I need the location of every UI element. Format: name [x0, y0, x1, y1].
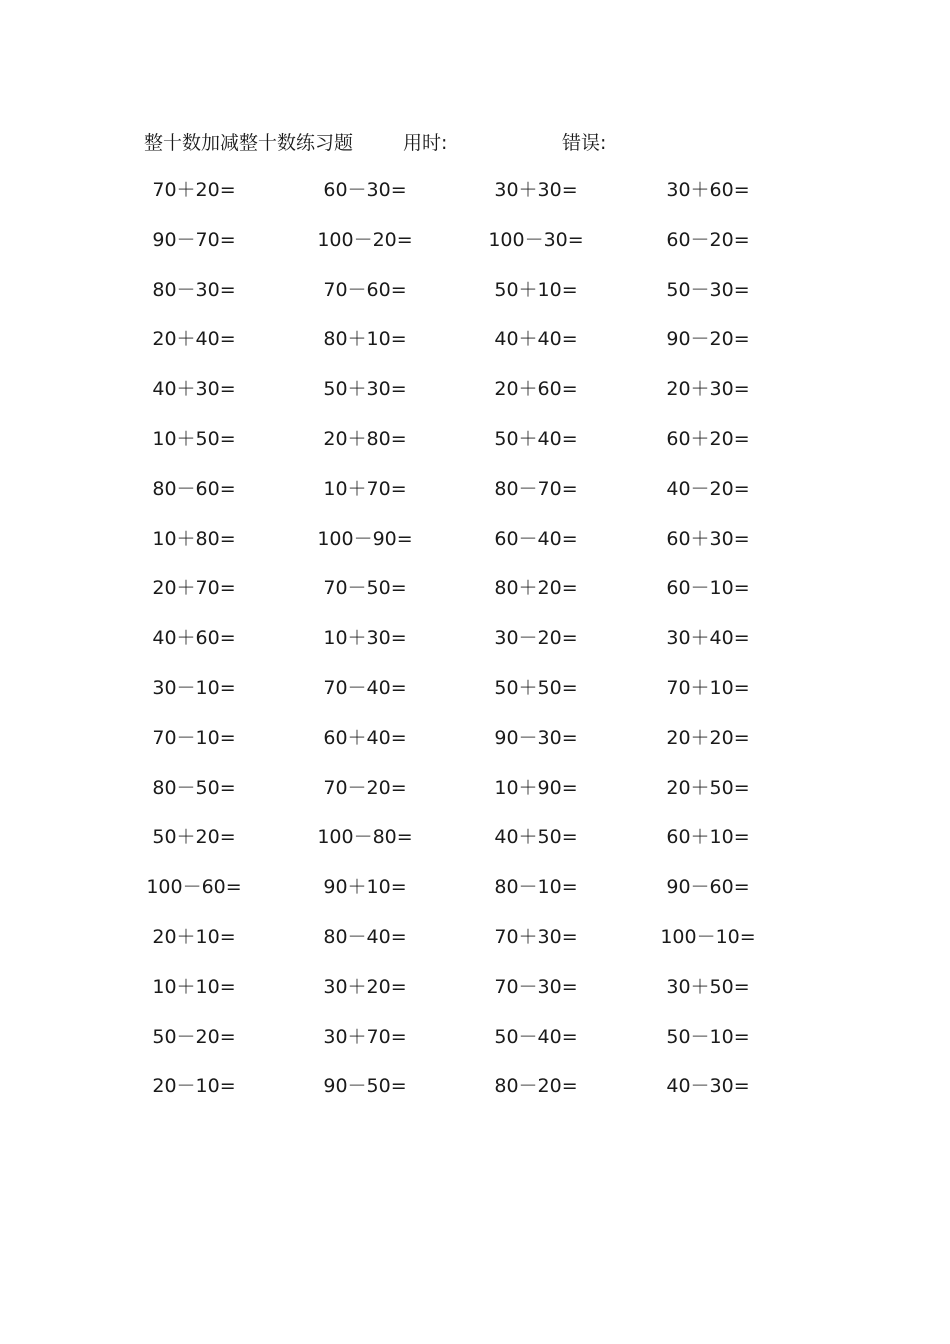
problem-item: 90－60=	[666, 876, 750, 899]
problem-item: 70＋20=	[152, 179, 236, 201]
problem-item: 80－70=	[494, 477, 578, 500]
problem-item: 30＋20=	[323, 975, 407, 998]
problem-item: 30＋30=	[494, 179, 578, 201]
problem-row	[0, 1066, 950, 1116]
problem-item: 60＋30=	[666, 527, 750, 550]
problem-item: 60－10=	[666, 577, 750, 600]
problem-item: 30－10=	[152, 676, 236, 699]
problem-item: 90－20=	[666, 328, 750, 351]
problem-row	[0, 519, 950, 569]
worksheet-header	[0, 128, 950, 156]
problem-row	[0, 469, 950, 519]
problem-item: 90－70=	[152, 228, 236, 251]
problem-item: 70－50=	[323, 577, 407, 600]
problem-item: 80＋10=	[323, 328, 407, 351]
problem-item: 80－10=	[494, 876, 578, 899]
error-count-label: 错误:	[562, 132, 607, 154]
problem-item: 20＋50=	[666, 776, 750, 799]
problem-item: 70＋10=	[666, 676, 750, 699]
problem-row	[0, 817, 950, 867]
problem-item: 60－30=	[323, 179, 407, 201]
problem-item: 20＋80=	[323, 427, 407, 450]
problem-item: 10＋10=	[152, 975, 236, 998]
problem-item: 90－50=	[323, 1075, 407, 1098]
problem-row	[0, 768, 950, 818]
problem-item: 60＋10=	[666, 826, 750, 849]
problem-row	[0, 668, 950, 718]
problem-item: 20＋20=	[666, 726, 750, 749]
problem-item: 70－60=	[323, 278, 407, 301]
worksheet-title: 整十数加减整十数练习题	[144, 132, 354, 154]
problem-row	[0, 419, 950, 469]
problem-item: 90－30=	[494, 726, 578, 749]
problem-row	[0, 270, 950, 320]
problem-item: 100－60=	[146, 876, 242, 899]
problem-item: 70－30=	[494, 975, 578, 998]
problem-item: 30＋70=	[323, 1025, 407, 1048]
problem-item: 80－50=	[152, 776, 236, 799]
problem-item: 70－40=	[323, 676, 407, 699]
problem-row	[0, 967, 950, 1017]
problem-item: 10＋50=	[152, 427, 236, 450]
problem-item: 30＋60=	[666, 179, 750, 201]
problem-row	[0, 568, 950, 618]
problem-item: 40＋60=	[152, 627, 236, 650]
problem-item: 10＋80=	[152, 527, 236, 550]
problem-item: 90＋10=	[323, 876, 407, 899]
problem-row	[0, 917, 950, 967]
problem-item: 100－10=	[660, 925, 756, 948]
problem-item: 40－20=	[666, 477, 750, 500]
problem-item: 70＋30=	[494, 925, 578, 948]
problem-item: 40＋30=	[152, 378, 236, 401]
problem-item: 100－20=	[317, 228, 413, 251]
problem-item: 80－30=	[152, 278, 236, 301]
problem-item: 20＋10=	[152, 925, 236, 948]
problem-item: 10＋30=	[323, 627, 407, 650]
problem-item: 100－90=	[317, 527, 413, 550]
time-used-label: 用时:	[403, 132, 448, 154]
problem-item: 100－80=	[317, 826, 413, 849]
problem-item: 50＋10=	[494, 278, 578, 301]
problem-item: 80－20=	[494, 1075, 578, 1098]
problem-row	[0, 220, 950, 270]
problem-row	[0, 369, 950, 419]
problem-item: 80－60=	[152, 477, 236, 500]
problem-item: 20＋60=	[494, 378, 578, 401]
problem-item: 60＋20=	[666, 427, 750, 450]
problem-item: 50－20=	[152, 1025, 236, 1048]
problem-item: 60－20=	[666, 228, 750, 251]
problem-row	[0, 867, 950, 917]
problem-item: 40＋50=	[494, 826, 578, 849]
problem-item: 60＋40=	[323, 726, 407, 749]
problem-item: 50＋50=	[494, 676, 578, 699]
problem-item: 30＋50=	[666, 975, 750, 998]
problem-item: 20＋30=	[666, 378, 750, 401]
problem-row	[0, 718, 950, 768]
problem-row	[0, 319, 950, 369]
problem-item: 70－10=	[152, 726, 236, 749]
problem-item: 50＋30=	[323, 378, 407, 401]
problem-item: 10＋90=	[494, 776, 578, 799]
problem-item: 40＋40=	[494, 328, 578, 351]
problem-item: 60－40=	[494, 527, 578, 550]
problem-item: 20＋40=	[152, 328, 236, 351]
problem-item: 20－10=	[152, 1075, 236, 1098]
problem-item: 30＋40=	[666, 627, 750, 650]
problem-item: 100－30=	[488, 228, 584, 251]
problem-item: 50－10=	[666, 1025, 750, 1048]
problem-item: 40－30=	[666, 1075, 750, 1098]
problem-grid	[0, 170, 950, 1116]
problem-item: 50－30=	[666, 278, 750, 301]
problem-item: 20＋70=	[152, 577, 236, 600]
problem-item: 10＋70=	[323, 477, 407, 500]
problem-item: 50＋20=	[152, 826, 236, 849]
problem-row	[0, 618, 950, 668]
problem-item: 70－20=	[323, 776, 407, 799]
problem-row	[0, 170, 950, 220]
problem-item: 30－20=	[494, 627, 578, 650]
problem-item: 50－40=	[494, 1025, 578, 1048]
problem-item: 80＋20=	[494, 577, 578, 600]
problem-item: 80－40=	[323, 925, 407, 948]
problem-item: 50＋40=	[494, 427, 578, 450]
problem-row	[0, 1017, 950, 1067]
